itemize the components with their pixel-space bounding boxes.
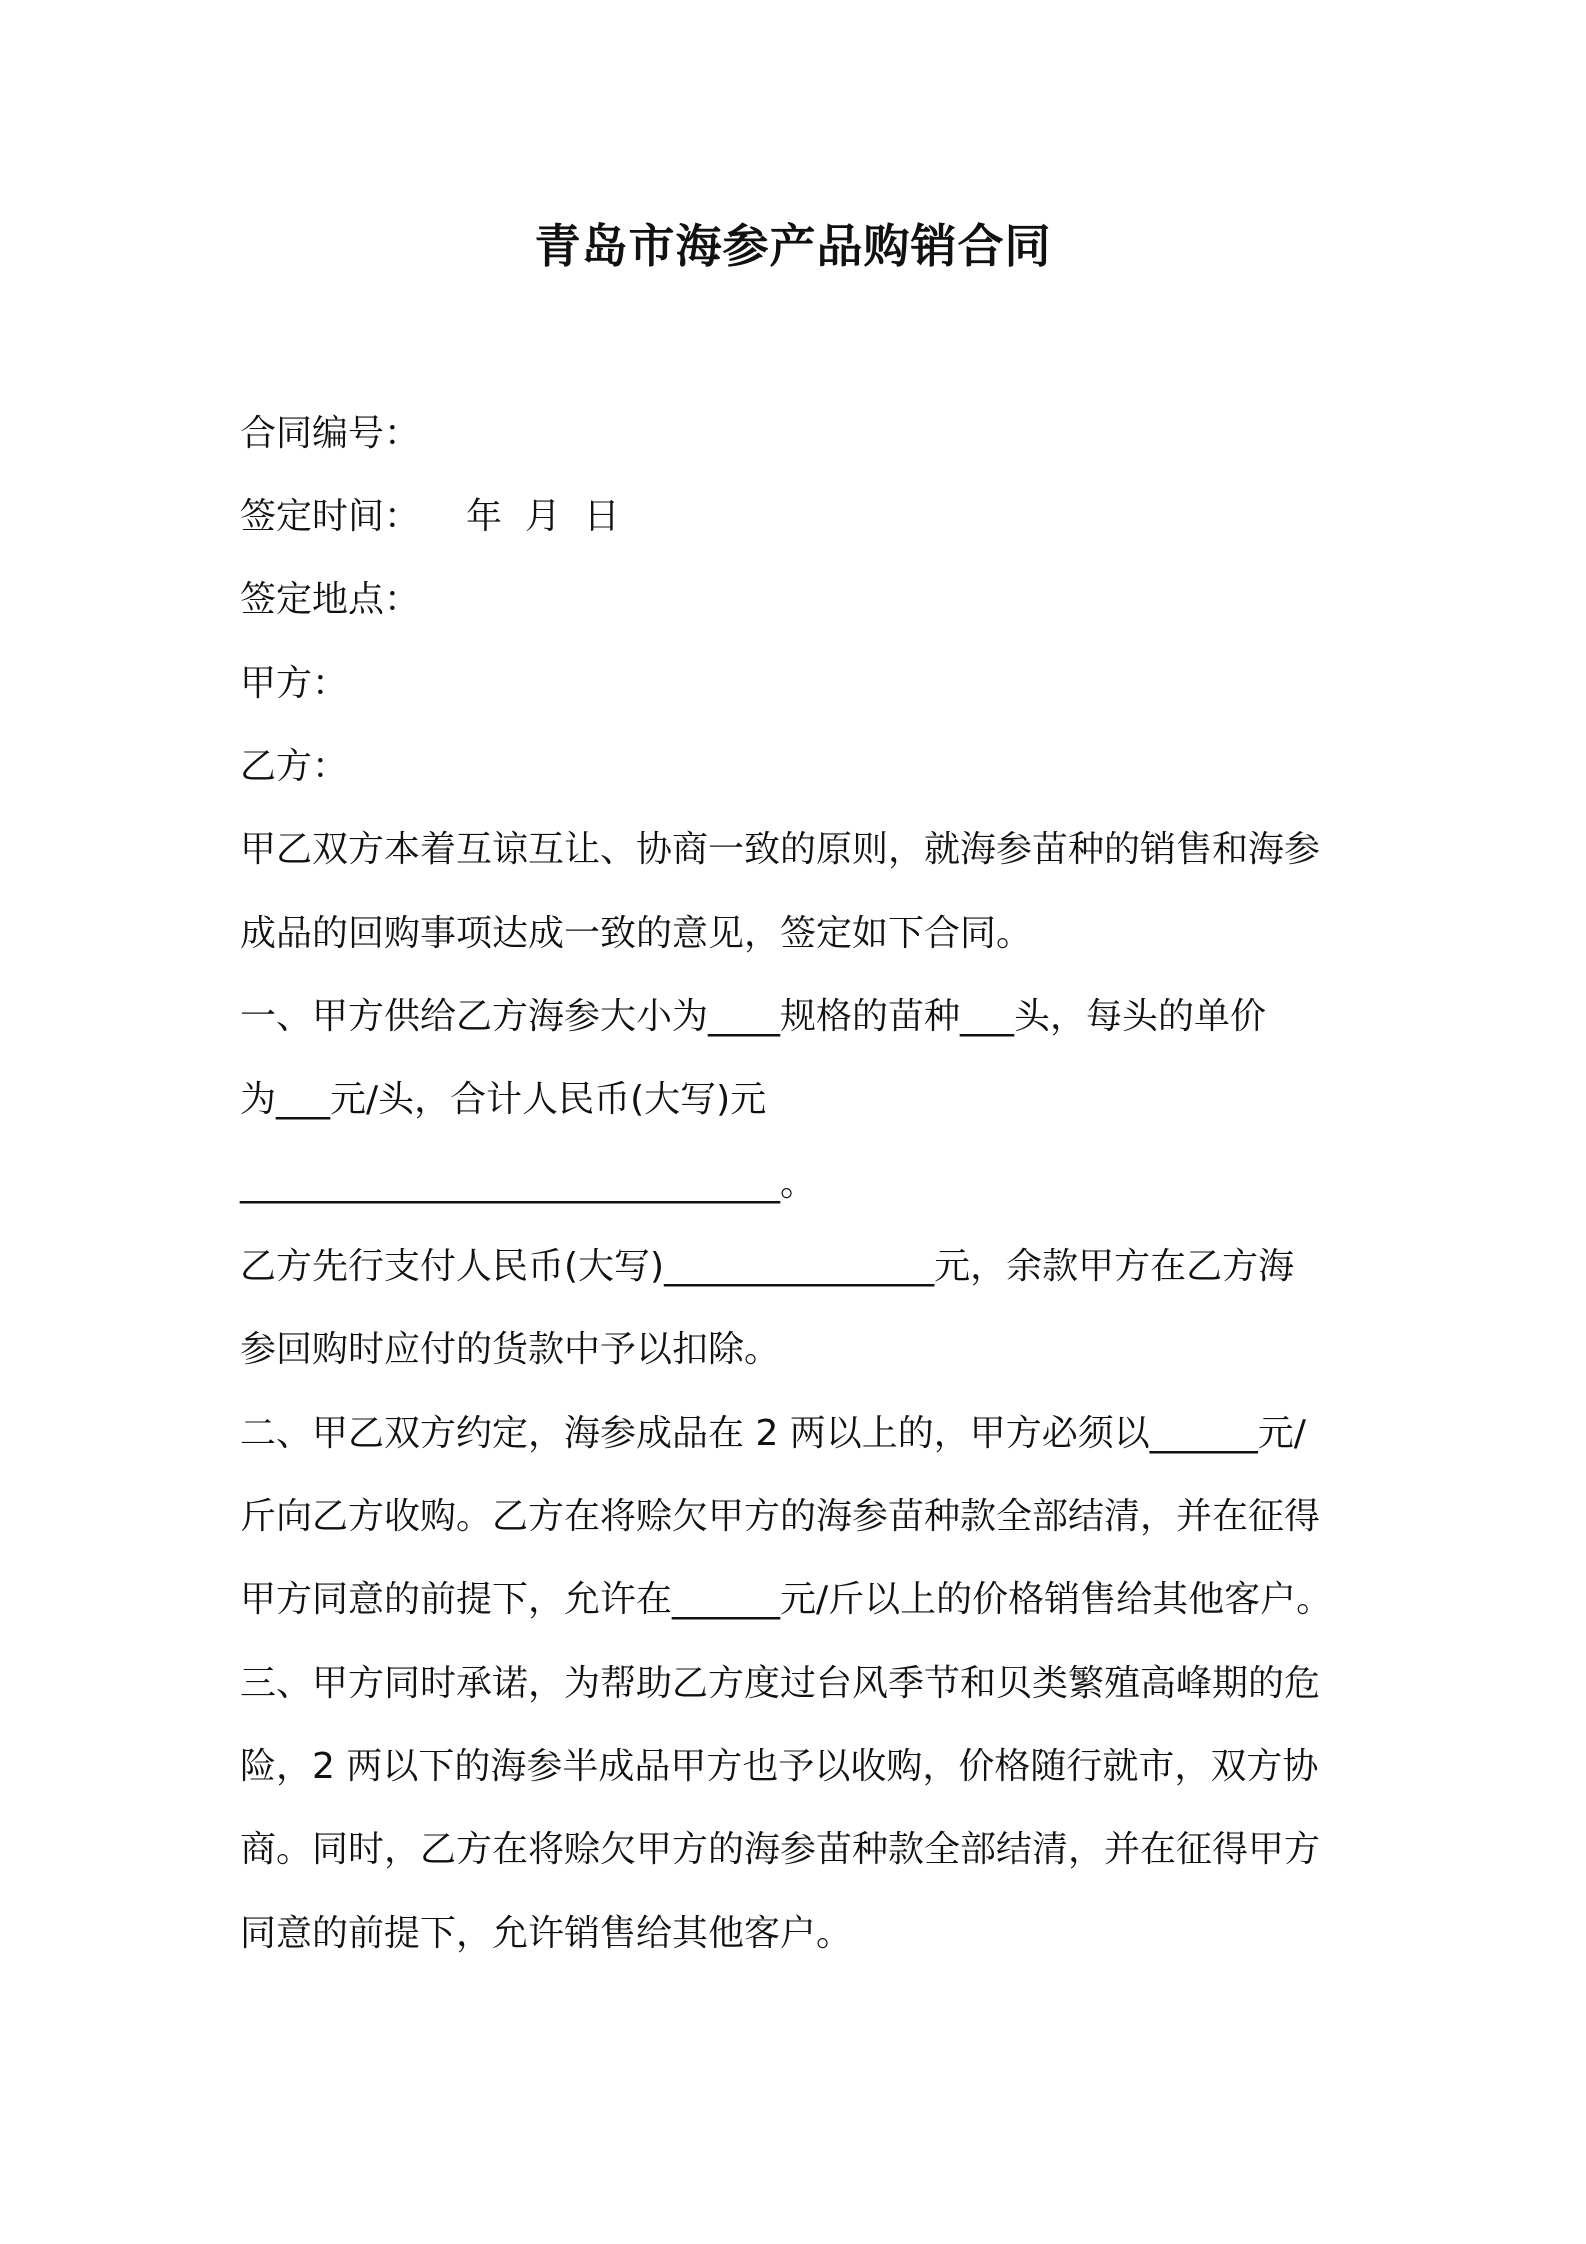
paragraph-line: 险，2 两以下的海参半成品甲方也予以收购，价格随行就市，双方协: [240, 1746, 1319, 1787]
sign-time-field: [240, 487, 620, 547]
paragraph-line: 斤向乙方收购。乙方在将赊欠甲方的海参苗种款全部结清，并在征得: [240, 1496, 1321, 1537]
document-title: 青岛市海参产品购销合同: [534, 219, 1052, 273]
party-b-field: 乙方：: [240, 746, 349, 787]
paragraph-line: 成品的回购事项达成一致的意见，签定如下合同。: [240, 913, 1033, 954]
paragraph-line: 为___元/头，合计人民币(大写)元: [240, 1079, 767, 1120]
contract-number-field: 合同编号：: [240, 413, 421, 454]
paragraph-line: 甲方同意的前提下，允许在______元/斤以上的价格销售给其他客户。: [240, 1579, 1333, 1620]
paragraph-line: 一、甲方供给乙方海参大小为____规格的苗种___头，每头的单价: [240, 996, 1267, 1037]
paragraph-line: ______________________________。: [240, 1163, 816, 1204]
paragraph-line: 三、甲方同时承诺，为帮助乙方度过台风季节和贝类繁殖高峰期的危: [240, 1663, 1321, 1704]
paragraph-line: 商。同时，乙方在将赊欠甲方的海参苗种款全部结清，并在征得甲方: [240, 1829, 1321, 1870]
paragraph-line: 同意的前提下，允许销售给其他客户。: [240, 1913, 853, 1954]
sign-place-field: 签定地点：: [240, 579, 421, 620]
party-a-field: 甲方：: [240, 663, 349, 704]
paragraph-line: 二、甲乙双方约定，海参成品在 2 两以上的，甲方必须以______元/: [240, 1413, 1306, 1454]
paragraph-line: 乙方先行支付人民币(大写)_______________元，余款甲方在乙方海: [240, 1246, 1295, 1287]
paragraph-line: 参回购时应付的货款中予以扣除。: [240, 1329, 781, 1370]
paragraph-line: 甲乙双方本着互谅互让、协商一致的原则，就海参苗种的销售和海参: [240, 829, 1321, 870]
sign-time-date: 年 月 日: [466, 496, 620, 537]
sign-time-label: 签定时间：: [240, 496, 421, 537]
